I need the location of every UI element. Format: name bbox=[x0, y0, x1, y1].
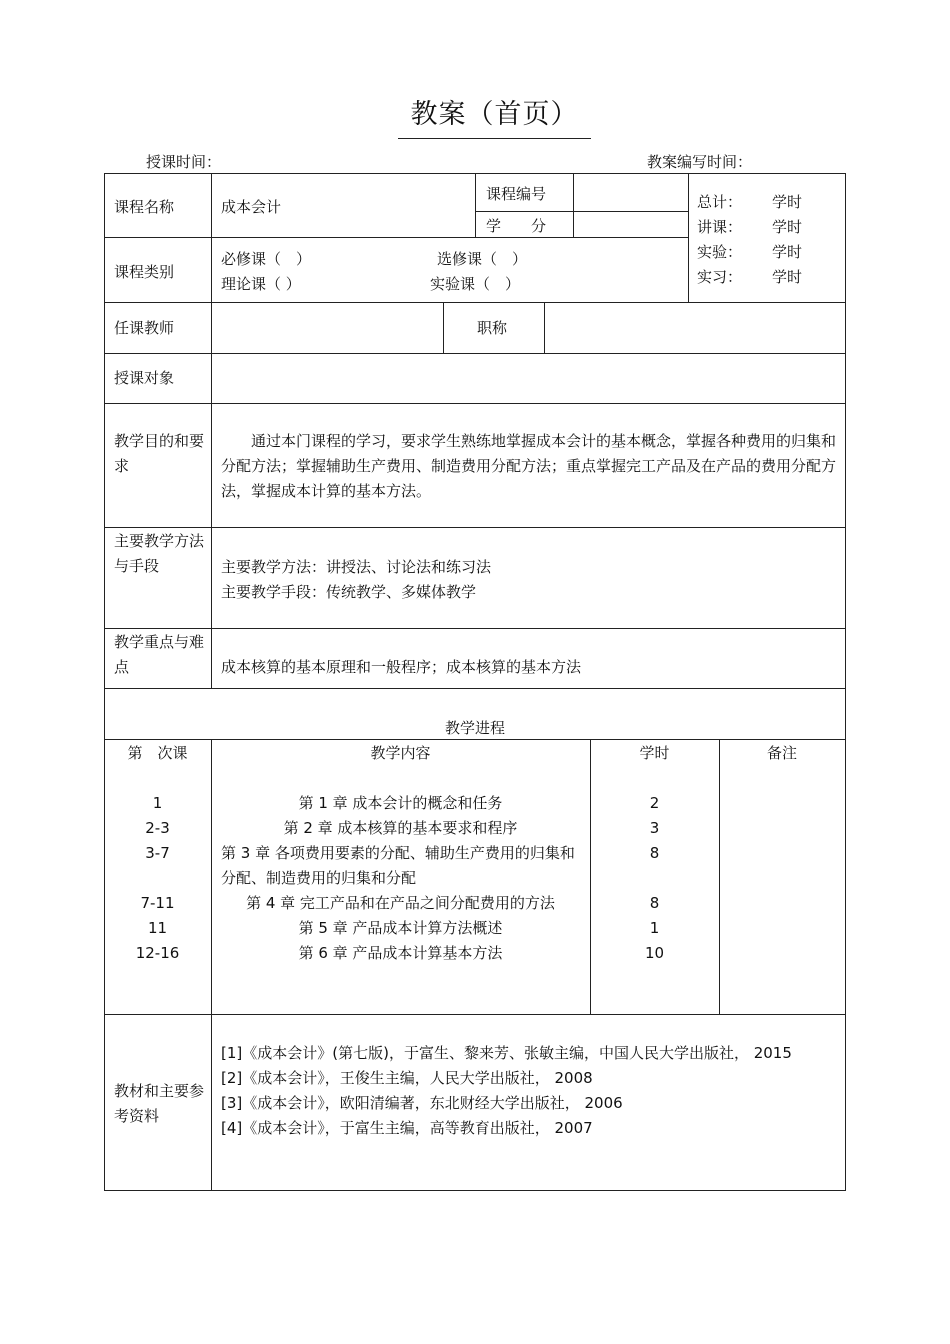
title-underline bbox=[398, 138, 591, 139]
progress-session-6: 12-16 bbox=[135, 944, 180, 962]
table-line bbox=[475, 173, 476, 237]
progress-header-session: 第 次课 bbox=[127, 744, 188, 762]
references-label: 教材和主要参考资料 bbox=[114, 1082, 205, 1125]
type-required: 必修课（ ） bbox=[221, 250, 312, 268]
progress-session-5: 11 bbox=[147, 919, 168, 937]
table-line bbox=[573, 173, 574, 237]
progress-hours-3: 8 bbox=[649, 844, 660, 862]
progress-session-3: 3-7 bbox=[145, 844, 170, 862]
job-title-label: 职称 bbox=[477, 319, 508, 337]
table-line bbox=[475, 211, 688, 212]
table-border-left bbox=[104, 173, 105, 1191]
methods-line-1: 主要教学方法：讲授法、讨论法和练习法 bbox=[221, 558, 492, 576]
reference-item-3: [3]《成本会计》，欧阳清编著，东北财经大学出版社， 2006 bbox=[221, 1094, 623, 1112]
progress-hours-6: 10 bbox=[644, 944, 665, 962]
table-line bbox=[104, 302, 846, 303]
hours-practice-unit: 学时 bbox=[772, 268, 803, 286]
progress-content-4: 第 4 章 完工产品和在产品之间分配费用的方法 bbox=[246, 894, 555, 912]
table-line bbox=[211, 173, 212, 688]
hours-lecture-label: 讲课： bbox=[697, 218, 743, 236]
keypoints-label: 教学重点与难点 bbox=[114, 633, 205, 676]
audience-label: 授课对象 bbox=[114, 369, 175, 387]
type-theory: 理论课（ ） bbox=[221, 275, 301, 293]
table-line bbox=[590, 739, 591, 1014]
table-line bbox=[719, 739, 720, 1014]
lesson-plan-table bbox=[104, 173, 846, 1191]
table-border-right bbox=[845, 173, 846, 1191]
progress-content-1: 第 1 章 成本会计的概念和任务 bbox=[298, 794, 503, 812]
progress-hours-5: 1 bbox=[649, 919, 660, 937]
objectives-label: 教学目的和要求 bbox=[114, 432, 205, 475]
reference-item-1: [1]《成本会计》(第七版)，于富生、黎来芳、张敏主编，中国人民大学出版社， 2015 bbox=[221, 1044, 792, 1062]
hours-total-unit: 学时 bbox=[772, 193, 803, 211]
progress-header-hours: 学时 bbox=[639, 744, 670, 762]
table-line bbox=[104, 353, 846, 354]
course-name-label: 课程名称 bbox=[114, 198, 175, 216]
table-line bbox=[104, 688, 846, 689]
progress-header-remarks: 备注 bbox=[766, 744, 797, 762]
table-line bbox=[104, 403, 846, 404]
type-experiment: 实验课（ ） bbox=[430, 275, 521, 293]
page-title: 教案（首页） bbox=[410, 99, 579, 130]
methods-line-2: 主要教学手段：传统教学、多媒体教学 bbox=[221, 583, 477, 601]
hours-total-label: 总计： bbox=[697, 193, 743, 211]
table-line bbox=[688, 173, 689, 302]
progress-session-4: 7-11 bbox=[140, 894, 175, 912]
table-line bbox=[104, 628, 846, 629]
progress-hours-1: 2 bbox=[649, 794, 660, 812]
reference-item-2: [2]《成本会计》，王俊生主编，人民大学出版社， 2008 bbox=[221, 1069, 593, 1087]
credit-label: 学 分 bbox=[486, 217, 547, 235]
progress-hours-2: 3 bbox=[649, 819, 660, 837]
type-elective: 选修课（ ） bbox=[437, 250, 528, 268]
progress-content-6: 第 6 章 产品成本计算基本方法 bbox=[298, 944, 503, 962]
objectives-text: 通过本门课程的学习，要求学生熟练地掌握成本会计的基本概念，掌握各种费用的归集和分配方法；掌握辅助生产费用、制造费用分配方法；重点掌握完工产品及在产品的费用分配方法，掌握成本计算的基本方法。 bbox=[221, 432, 837, 500]
keypoints-text: 成本核算的基本原理和一般程序；成本核算的基本方法 bbox=[221, 658, 582, 676]
hours-lab-unit: 学时 bbox=[772, 243, 803, 261]
table-line bbox=[443, 302, 444, 353]
hours-lab-label: 实验： bbox=[697, 243, 743, 261]
course-code-label: 课程编号 bbox=[486, 185, 547, 203]
table-line bbox=[104, 237, 688, 238]
reference-item-4: [4]《成本会计》，于富生主编，高等教育出版社， 2007 bbox=[221, 1119, 593, 1137]
course-name-value: 成本会计 bbox=[221, 198, 282, 216]
table-line bbox=[104, 527, 846, 528]
progress-hours-4: 8 bbox=[649, 894, 660, 912]
table-line bbox=[104, 1014, 846, 1015]
teacher-label: 任课教师 bbox=[114, 319, 175, 337]
table-border-bottom bbox=[104, 1190, 846, 1191]
progress-session-1: 1 bbox=[152, 794, 163, 812]
table-line bbox=[544, 302, 545, 353]
progress-content-2: 第 2 章 成本核算的基本要求和程序 bbox=[283, 819, 518, 837]
progress-content-3: 第 3 章 各项费用要素的分配、辅助生产费用的归集和分配、制造费用的归集和分配 bbox=[221, 844, 575, 887]
hours-practice-label: 实习： bbox=[697, 268, 743, 286]
progress-title: 教学进程 bbox=[444, 719, 505, 737]
progress-content-5: 第 5 章 产品成本计算方法概述 bbox=[298, 919, 503, 937]
progress-session-2: 2-3 bbox=[145, 819, 170, 837]
progress-header-content: 教学内容 bbox=[370, 744, 431, 762]
methods-label: 主要教学方法与手段 bbox=[114, 532, 205, 575]
compile-time-label: 教案编写时间： bbox=[647, 153, 753, 171]
course-type-label: 课程类别 bbox=[114, 263, 175, 281]
hours-lecture-unit: 学时 bbox=[772, 218, 803, 236]
teaching-time-label: 授课时间： bbox=[146, 153, 222, 171]
